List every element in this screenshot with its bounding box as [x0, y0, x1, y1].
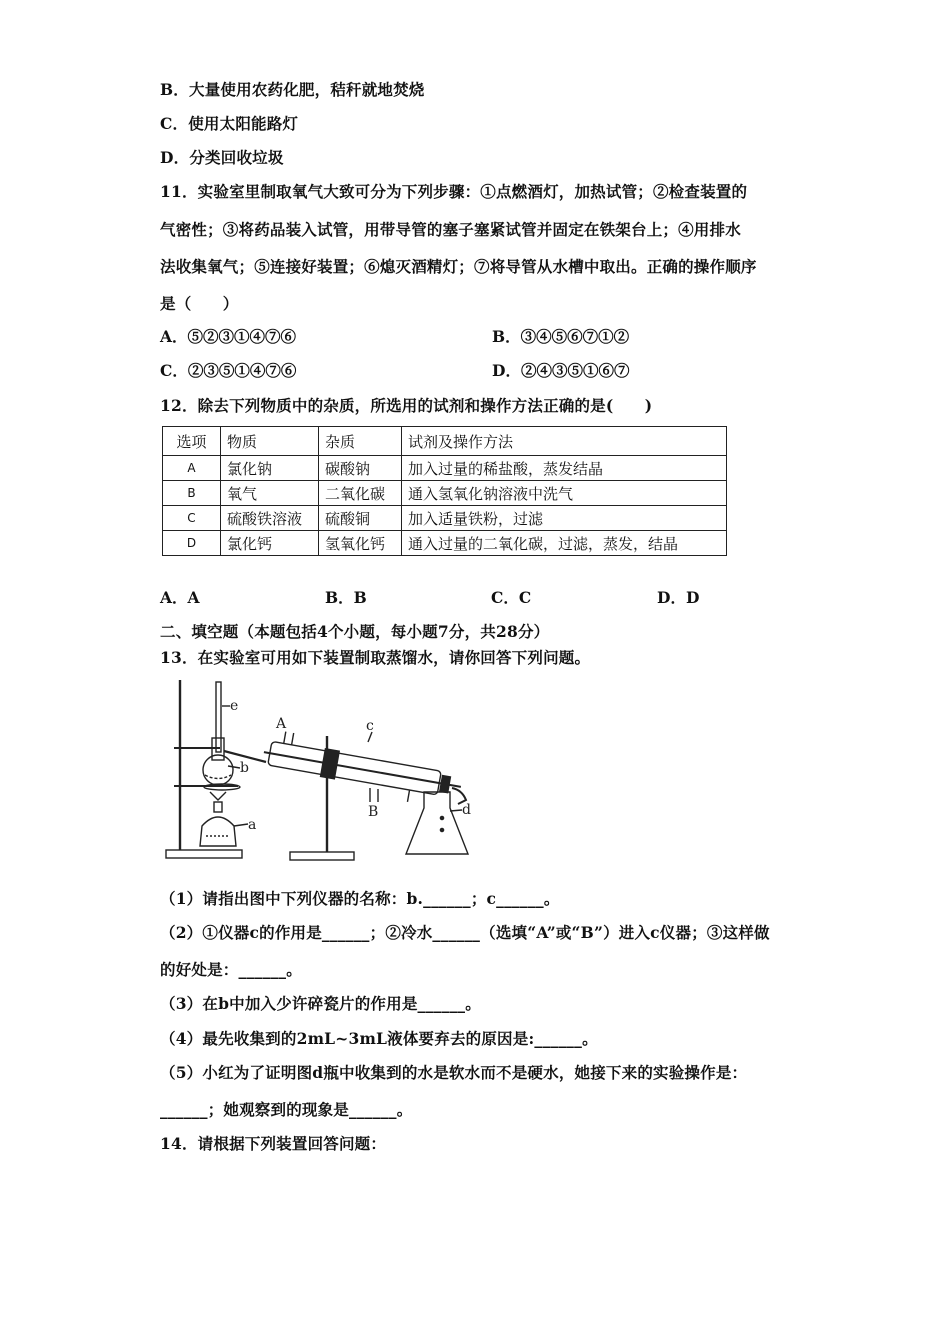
label-a: a: [248, 817, 257, 833]
wire-gauze: [210, 792, 226, 800]
table-cell: C: [163, 506, 221, 531]
q11-option-c: C．②③⑤①④⑦⑥: [160, 361, 297, 380]
table-header-cell: 选项: [163, 427, 221, 456]
q14-stem: 14．请根据下列装置回答问题：: [160, 1134, 387, 1153]
condenser-clamp: [321, 749, 340, 779]
section-2-heading: 二、填空题（本题包括4个小题，每小题7分，共28分）: [160, 622, 550, 641]
label-B: B: [368, 804, 379, 820]
table-cell: 二氧化碳: [319, 481, 402, 506]
flask-liquid: [205, 775, 231, 779]
table-cell: A: [163, 456, 221, 481]
alcohol-lamp-a: [200, 817, 236, 846]
q11-option-b: B．③④⑤⑥⑦①②: [492, 327, 630, 346]
table-cell: 氢氧化钙: [319, 531, 402, 556]
label-d: d: [462, 802, 471, 818]
q13-part5-line2: ______；她观察到的现象是______。: [160, 1100, 413, 1119]
conical-flask-d: [406, 792, 468, 854]
label-d-pointer: [450, 810, 462, 811]
table-cell: 氯化钠: [221, 456, 319, 481]
table-cell: 氧气: [221, 481, 319, 506]
label-a-pointer: [234, 824, 248, 826]
q13-part3: （3）在b中加入少许碎瓷片的作用是______。: [160, 994, 481, 1013]
q13-stem: 13．在实验室可用如下装置制取蒸馏水，请你回答下列问题。: [160, 648, 591, 667]
lamp-wick: [214, 802, 222, 812]
q10-option-b: B．大量使用农药化肥，秸秆就地焚烧: [160, 80, 425, 99]
label-b: b: [240, 760, 249, 776]
table-header-row: [163, 427, 727, 456]
table-cell: 加入过量的稀盐酸，蒸发结晶: [402, 456, 727, 481]
table-row: [163, 506, 727, 531]
distillation-apparatus-figure: [162, 676, 482, 866]
q13-part4: （4）最先收集到的2mL~3mL液体要弃去的原因是:______。: [160, 1029, 598, 1048]
table-header-cell: 试剂及操作方法: [402, 427, 727, 456]
q12-option-d: D．D: [657, 588, 700, 607]
q13-part2-line2: 的好处是：______。: [160, 960, 302, 979]
table-cell: 硫酸铁溶液: [221, 506, 319, 531]
table-header-cell: 杂质: [319, 427, 402, 456]
q13-part2-line1: （2）①仪器c的作用是______；②冷水______（选填“A”或“B”）进入c仪器；③这样做: [160, 923, 770, 942]
q11-stem-line4: 是（ ）: [160, 294, 239, 313]
q10-option-c: C．使用太阳能路灯: [160, 114, 299, 133]
table-cell: 氯化钙: [221, 531, 319, 556]
q13-part1: （1）请指出图中下列仪器的名称：b.______；c______。: [160, 889, 560, 908]
table-cell: 硫酸铜: [319, 506, 402, 531]
table-row: [163, 456, 727, 481]
q10-option-d: D．分类回收垃圾: [160, 148, 284, 167]
table-row: [163, 531, 727, 556]
q12-table: [162, 426, 727, 556]
middle-stand-base: [290, 852, 354, 860]
adapter-stopper: [440, 776, 451, 793]
table-cell: 碳酸钠: [319, 456, 402, 481]
q11-option-a: A．⑤②③①④⑦⑥: [160, 327, 297, 346]
table-cell: 加入适量铁粉，过滤: [402, 506, 727, 531]
table-cell: 通入氢氧化钠溶液中洗气: [402, 481, 727, 506]
q11-option-d: D．②④③⑤①⑥⑦: [492, 361, 630, 380]
table-row: [163, 481, 727, 506]
label-b-pointer: [228, 766, 240, 768]
table-cell: D: [163, 531, 221, 556]
table-cell: B: [163, 481, 221, 506]
q11-stem-line3: 法收集氧气；⑤连接好装置；⑥熄灭酒精灯；⑦将导管从水槽中取出。正确的操作顺序: [160, 257, 757, 276]
table-cell: 通入过量的二氧化碳，过滤，蒸发，结晶: [402, 531, 727, 556]
thermometer-e: [216, 682, 221, 752]
table-header-cell: 物质: [221, 427, 319, 456]
condenser-inlet-A: [284, 732, 286, 744]
q11-stem-line1: 11．实验室里制取氧气大致可分为下列步骤：①点燃酒灯，加热试管；②检查装置的: [160, 182, 748, 201]
q11-stem-line2: 气密性；③将药品装入试管，用带导管的塞子塞紧试管并固定在铁架台上；④用排水: [160, 220, 741, 239]
q12-option-a: A．A: [160, 588, 200, 607]
label-A: A: [276, 716, 287, 732]
label-c: c: [366, 718, 374, 734]
q12-option-c: C．C: [491, 588, 532, 607]
q12-stem: 12．除去下列物质中的杂质，所选用的试剂和操作方法正确的是( ): [160, 396, 653, 415]
q12-option-b: B．B: [325, 588, 367, 607]
q13-part5-line1: （5）小红为了证明图d瓶中收集到的水是软水而不是硬水，她接下来的实验操作是：: [160, 1063, 748, 1082]
left-stand-base: [166, 850, 242, 858]
label-e: e: [230, 698, 239, 714]
